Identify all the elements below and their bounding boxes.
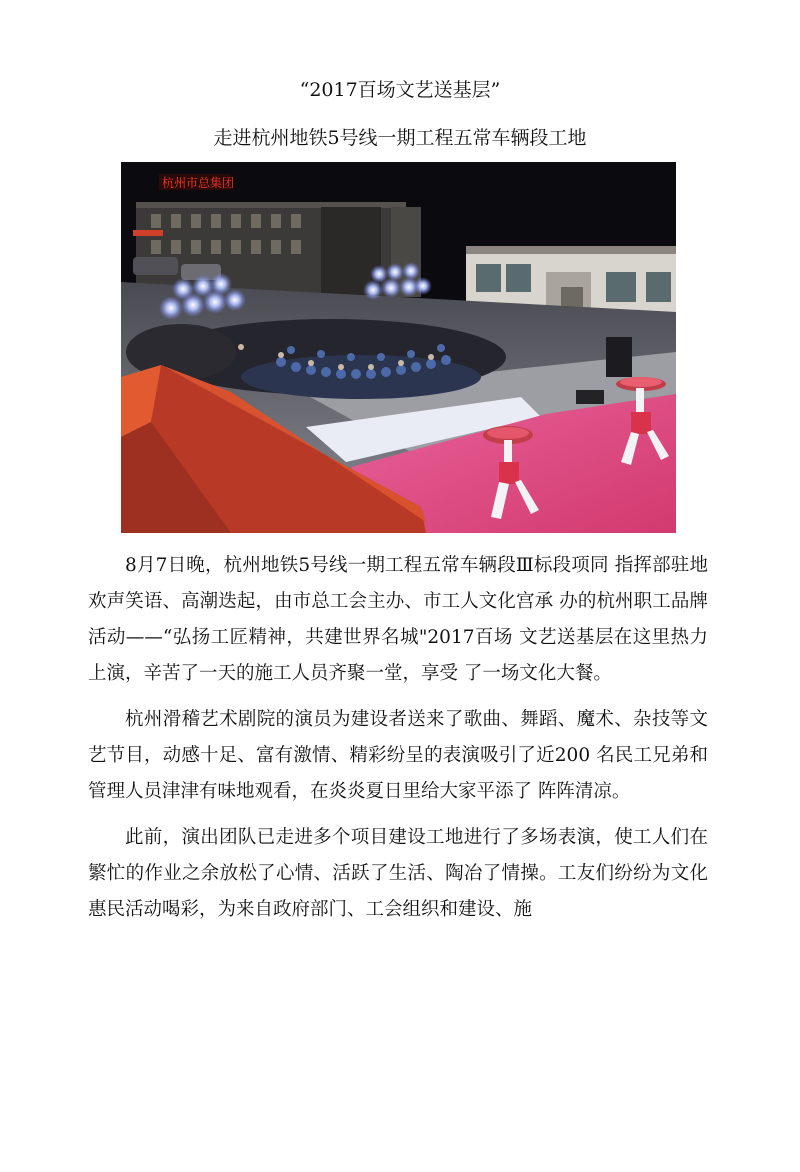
paragraph-3: 此前，演出团队已走进多个项目建设工地进行了多场表演，使工人们在繁忙的作业之余放松了心情、活跃了生活、陶冶了情操。工友们纷纷为文化惠民活动喝彩，为来自政府部门、工会组织和建设、施 bbox=[88, 827, 708, 920]
paragraph-1: 8月7日晚，杭州地铁5号线一期工程五常车辆段Ⅲ标段项同 指挥部驻地欢声笑语、高潮迭起，由市总工会主办、市工人文化宫承 办的杭州职工品牌活动——“弘扬工匠精神，共建世界名城"2017百场 文艺送基层在这里热力上演，辛苦了一天的施工人员齐聚一堂，享受 了一场文化大餐。 bbox=[88, 555, 708, 684]
document-title-line-2: 走进杭州地铁5号线一期工程五常车辆段工地 bbox=[213, 127, 587, 149]
event-photo bbox=[121, 162, 676, 533]
rooftop-sign-text: 杭州市总集团 bbox=[162, 176, 235, 190]
paragraph-2: 杭州滑稽艺术剧院的演员为建设者送来了歌曲、舞蹈、魔术、杂技等文艺节目，动感十足、富有激情、精彩纷呈的表演吸引了近200 名民工兄弟和管理人员津津有味地观看，在炎炎夏日里给大家平添了 阵阵清凉。 bbox=[88, 709, 708, 802]
article-body bbox=[88, 548, 708, 938]
document-title-line-1: “2017百场文艺送基层” bbox=[299, 79, 501, 101]
